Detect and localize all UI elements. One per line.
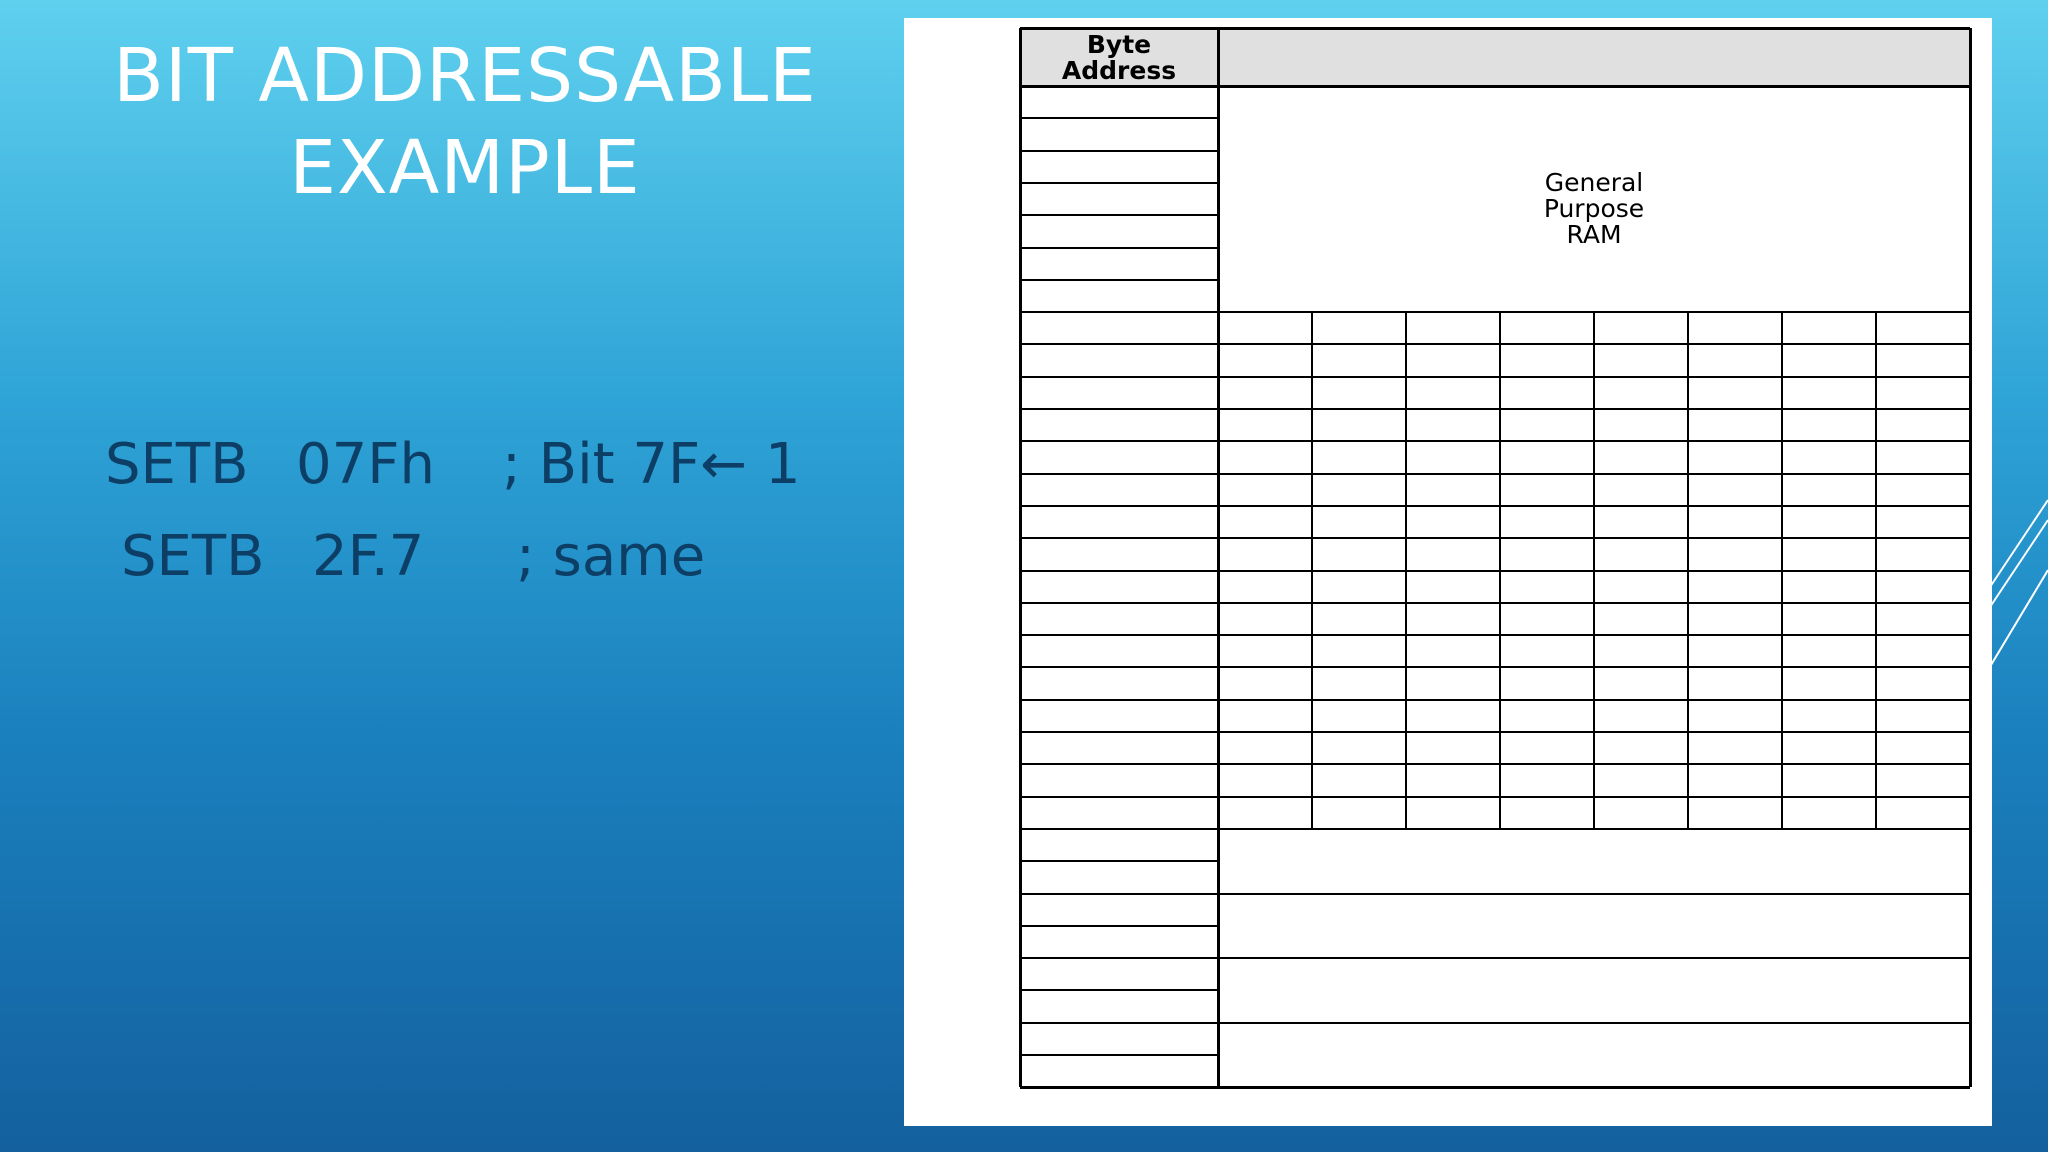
general-purpose-ram-label: General Purpose RAM — [1543, 167, 1645, 249]
grid-hline — [1020, 150, 1218, 152]
grid-hline — [1020, 117, 1218, 119]
grid-vline — [1311, 312, 1313, 829]
grid-vline — [1405, 312, 1407, 829]
grid-vline — [1875, 312, 1877, 829]
grid-hline — [1020, 925, 1218, 927]
grid-hline — [1020, 731, 1970, 733]
grid-hline — [1020, 1086, 1970, 1089]
grid-hline — [1020, 27, 1970, 30]
grid-hline — [1020, 634, 1970, 636]
code-comment-1: ; Bit 7F← 1 — [502, 432, 801, 497]
grid-vline — [1499, 312, 1501, 829]
grid-hline — [1020, 796, 1970, 798]
grid-vline — [1593, 312, 1595, 829]
code-comment-2: ; same — [516, 524, 706, 589]
grid-hline — [1020, 214, 1218, 216]
grid-hline — [1020, 247, 1218, 249]
grid-hline — [1020, 440, 1970, 442]
code-line-2 — [0, 524, 880, 594]
grid-hline — [1020, 311, 1970, 313]
grid-hline — [1020, 828, 1970, 830]
grid-hline — [1020, 473, 1970, 475]
grid-hline — [1020, 989, 1218, 991]
code-arg-2: 2F.7 — [312, 524, 425, 589]
grid-hline — [1020, 408, 1970, 410]
grid-hline — [1020, 343, 1970, 345]
header-byte-address: Byte Address — [1061, 30, 1177, 85]
grid-hline — [1020, 1054, 1218, 1056]
grid-hline — [1020, 893, 1970, 895]
grid-hline — [1020, 763, 1970, 765]
grid-vline — [1019, 28, 1022, 1087]
code-line-1 — [0, 432, 880, 502]
slide-title — [60, 30, 870, 214]
code-op-1: SETB — [105, 432, 249, 497]
decorative-stripes — [1988, 480, 2048, 680]
title-line-1: BIT ADDRESSABLE — [113, 33, 817, 119]
grid-hline — [1020, 570, 1970, 572]
grid-hline — [1020, 537, 1970, 539]
code-arg-1: 07Fh — [296, 432, 435, 497]
grid-hline — [1020, 1022, 1970, 1024]
grid-hline — [1020, 505, 1970, 507]
grid-hline — [1020, 666, 1970, 668]
grid-hline — [1020, 957, 1970, 959]
grid-hline — [1020, 376, 1970, 378]
grid-vline — [1781, 312, 1783, 829]
grid-hline — [1020, 85, 1970, 88]
bit-address-table — [904, 18, 1992, 1126]
grid-hline — [1020, 699, 1970, 701]
grid-vline — [1687, 312, 1689, 829]
title-line-2: EXAMPLE — [289, 125, 641, 211]
code-op-2: SETB — [121, 524, 265, 589]
grid-hline — [1020, 860, 1218, 862]
grid-hline — [1020, 602, 1970, 604]
grid-hline — [1020, 182, 1218, 184]
grid-hline — [1020, 279, 1218, 281]
